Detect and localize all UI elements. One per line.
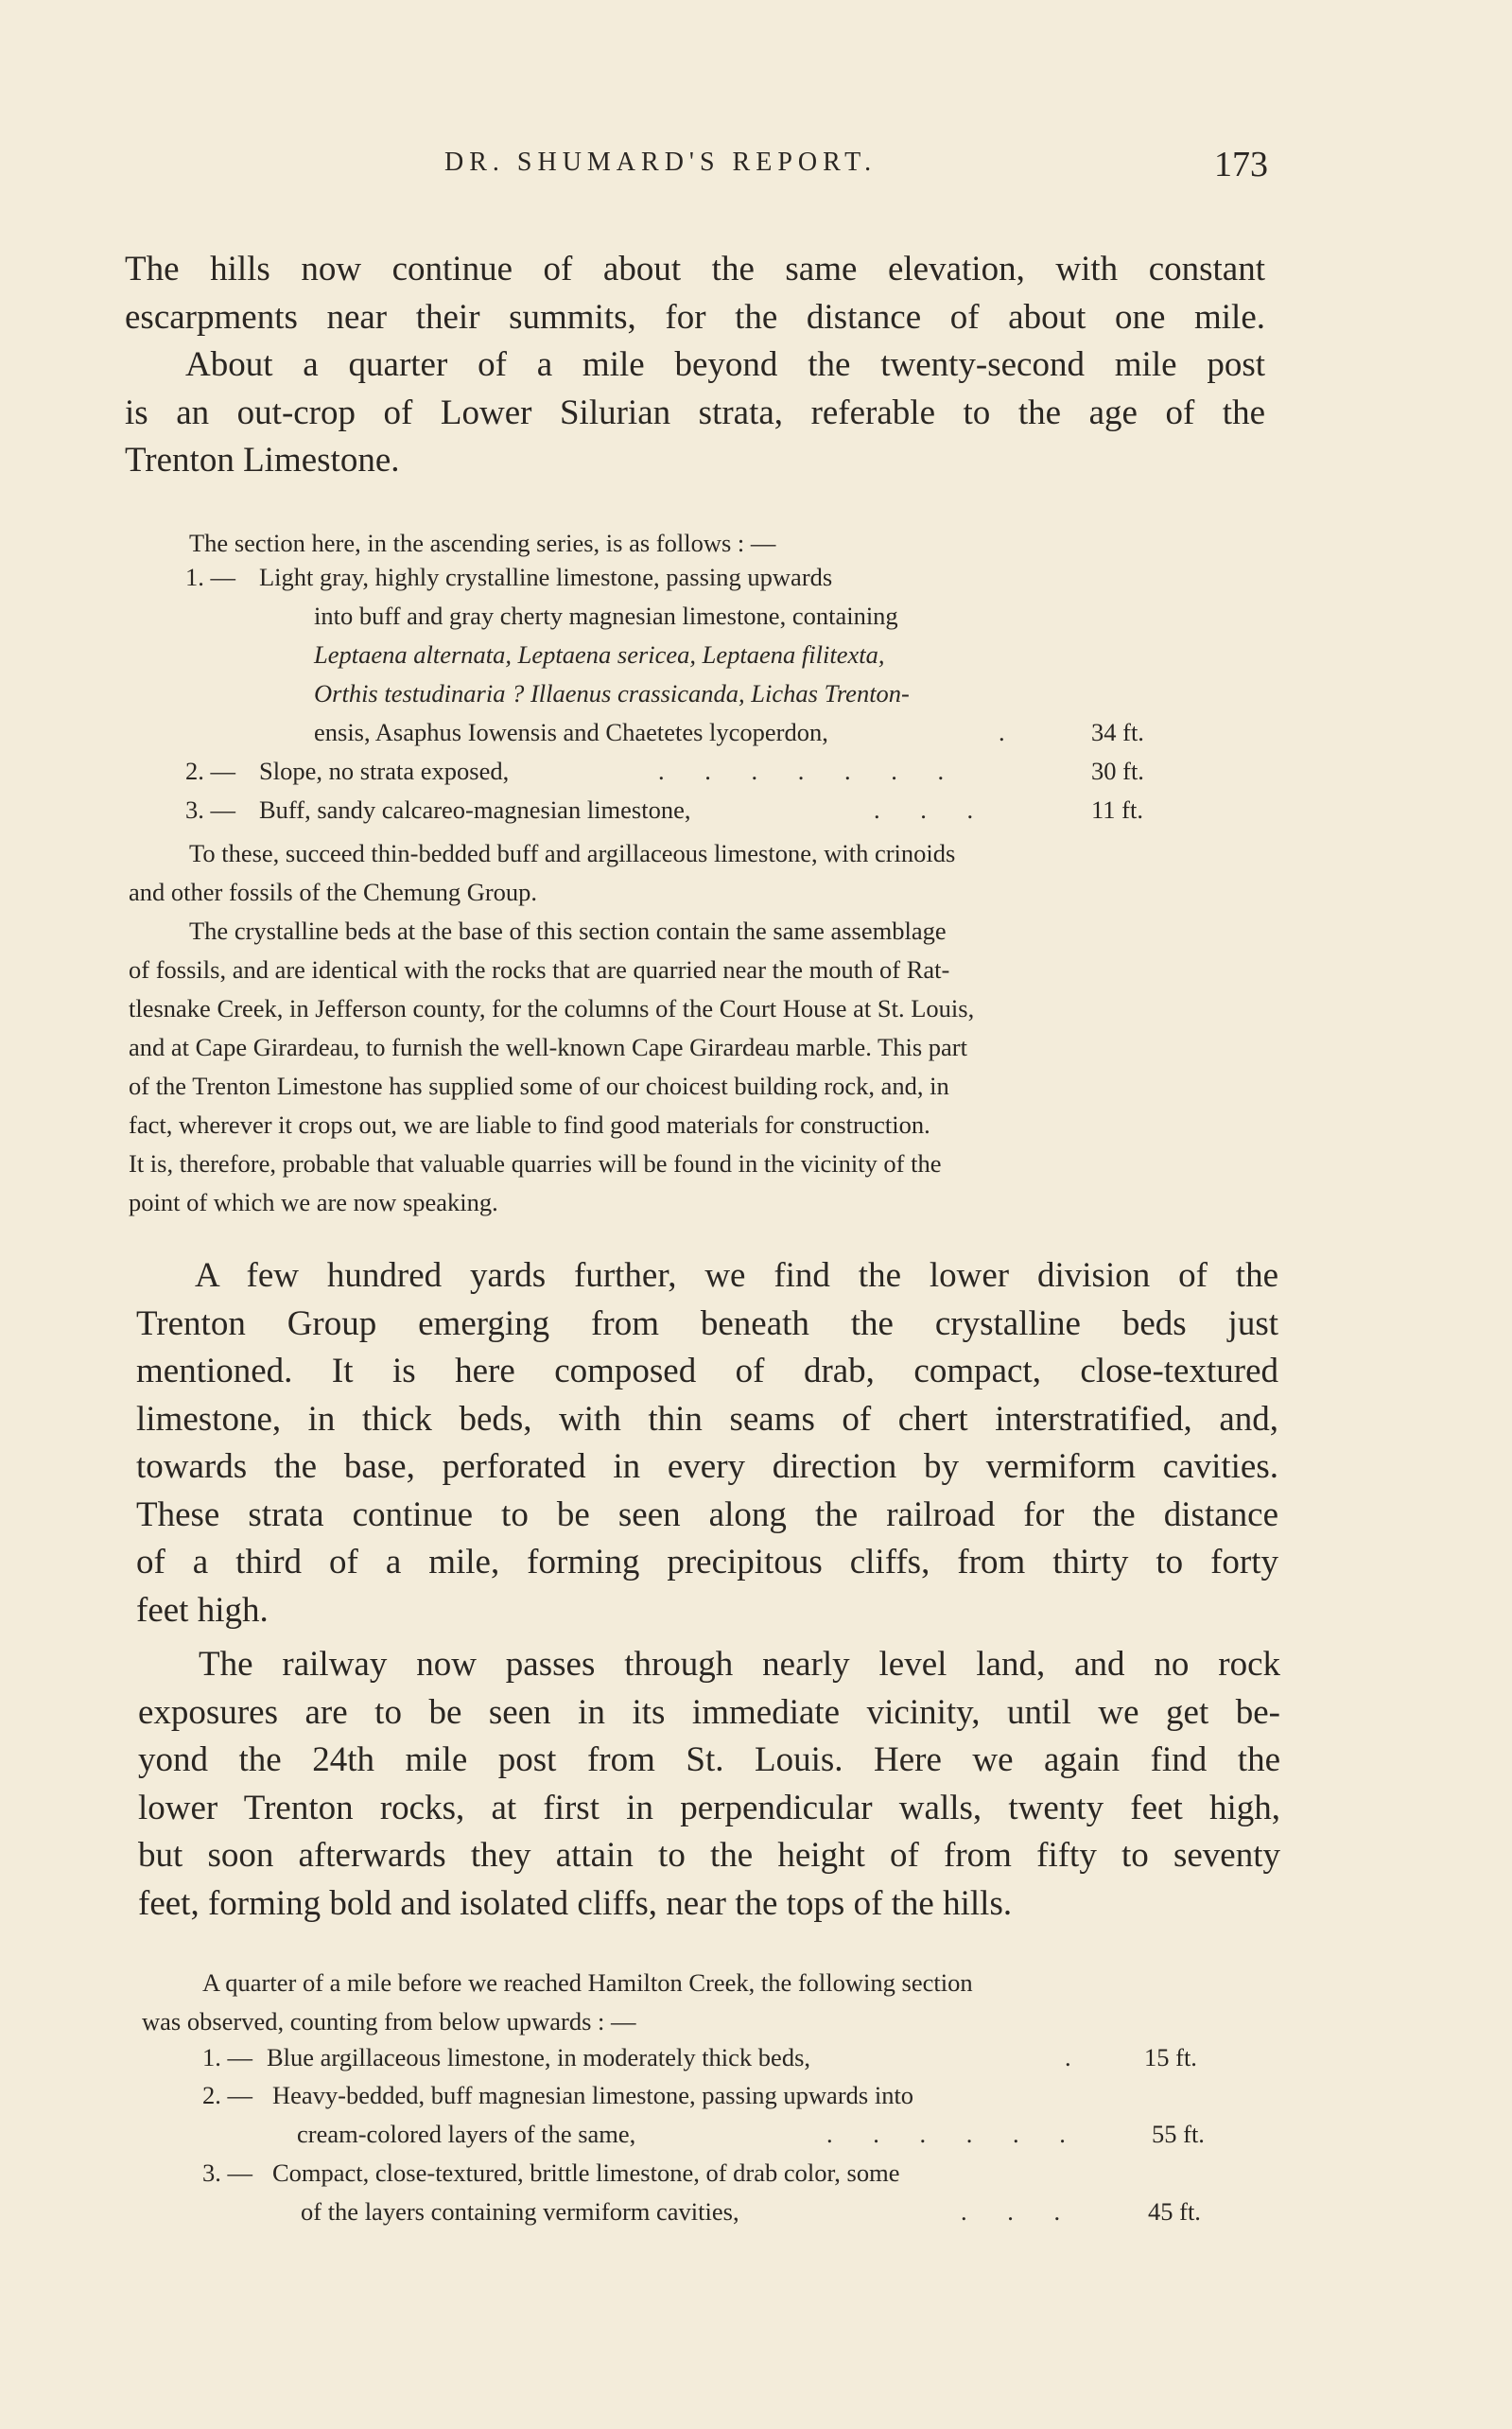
text-line: It is, therefore, probable that valuable quarries will be found in the vicinity of the xyxy=(129,1149,942,1178)
leader-dots: . . . xyxy=(961,2197,1078,2226)
paragraph-3 xyxy=(138,1641,1280,1928)
text-line: into buff and gray cherty magnesian limestone, containing xyxy=(314,602,898,630)
item-number: 2. — xyxy=(185,757,235,785)
text-line: escarpments near their summits, for the distance of about one mile. xyxy=(125,297,1265,337)
section-1-intro xyxy=(189,524,775,563)
text-line: Trenton Limestone. xyxy=(125,441,400,480)
text-line: ensis, Asaphus Iowensis and Chaetetes lycoperdon, xyxy=(314,718,828,746)
text-line: Trenton Group emerging from beneath the crystalline beds just xyxy=(136,1303,1278,1343)
text-line: Slope, no strata exposed, xyxy=(259,757,510,785)
text-line: of fossils, and are identical with the rocks that are quarried near the mouth of Rat- xyxy=(129,955,950,984)
text-line: fact, wherever it crops out, we are liable to find good materials for construction. xyxy=(129,1110,930,1139)
text-line: of a third of a mile, forming precipitous cliffs, from thirty to forty xyxy=(136,1543,1278,1581)
text-line: tlesnake Creek, in Jefferson county, for the columns of the Court House at St. Louis, xyxy=(129,994,975,1022)
text-line: of the layers containing vermiform cavities, xyxy=(301,2197,739,2226)
running-head: DR. SHUMARD'S REPORT. xyxy=(444,148,878,177)
text-line: Blue argillaceous limestone, in moderately thick beds, xyxy=(267,2043,811,2071)
paragraph-1 xyxy=(125,246,1265,485)
page-header xyxy=(0,144,1512,191)
text-line: lower Trenton rocks, at first in perpendicular walls, twenty feet high, xyxy=(138,1788,1280,1827)
text-line: feet, forming bold and isolated cliffs, near the tops of the hills. xyxy=(138,1883,1013,1923)
text-line: and at Cape Girardeau, to furnish the well-known Cape Girardeau marble. This part xyxy=(129,1033,967,1061)
section-1-item-2 xyxy=(185,757,1178,795)
note-2 xyxy=(129,912,1275,1222)
measurement: 30 ft. xyxy=(1091,757,1144,785)
measurement: 15 ft. xyxy=(1144,2043,1197,2071)
text-line: These strata continue to be seen along the railroad for the distance xyxy=(136,1494,1278,1534)
leader-dots: . xyxy=(999,718,1022,746)
leader-dots: . xyxy=(1065,2043,1088,2071)
text-line: Light gray, highly crystalline limestone, passing upwards xyxy=(259,563,833,591)
text-line: The hills now continue of about the same elevation, with constant xyxy=(125,250,1265,288)
text-line: and other fossils of the Chemung Group. xyxy=(129,878,538,906)
text-line: Heavy-bedded, buff magnesian limestone, passing upwards into xyxy=(272,2081,914,2109)
text-line: Compact, close-textured, brittle limestone, of drab color, some xyxy=(272,2158,900,2187)
text-line: To these, succeed thin-bedded buff and argillaceous limestone, with crinoids xyxy=(189,839,956,867)
text-line: The railway now passes through nearly level land, and no rock xyxy=(199,1645,1280,1684)
paragraph-2 xyxy=(136,1252,1278,1634)
text-line: A few hundred yards further, we find the lower division of the xyxy=(195,1256,1278,1295)
item-number: 1. — xyxy=(185,563,235,591)
leader-dots: . . . xyxy=(874,795,991,824)
section-2-item-2 xyxy=(202,2081,1243,2158)
section-2-item-1 xyxy=(202,2043,1243,2081)
item-number: 2. — xyxy=(202,2081,252,2109)
item-number: 3. — xyxy=(202,2158,252,2187)
measurement: 45 ft. xyxy=(1148,2197,1201,2226)
item-number: 1. — xyxy=(202,2043,252,2071)
section-2-item-3 xyxy=(202,2158,1243,2236)
measurement: 34 ft. xyxy=(1091,718,1144,746)
text-line: feet high. xyxy=(136,1590,269,1630)
note-1 xyxy=(129,834,1275,912)
text-line: Orthis testudinaria ? Illaenus crassicanda, Lichas Trenton- xyxy=(314,679,910,708)
text-line: is an out-crop of Lower Silurian strata, referable to the age of the xyxy=(125,393,1265,432)
text-line: limestone, in thick beds, with thin seams of chert interstratified, and, xyxy=(136,1399,1278,1439)
text-line: yond the 24th mile post from St. Louis. Here we again find the xyxy=(138,1740,1280,1779)
text-line: of the Trenton Limestone has supplied some of our choicest building rock, and, in xyxy=(129,1072,949,1100)
text-line: point of which we are now speaking. xyxy=(129,1188,498,1216)
leader-dots: . . . . . . . xyxy=(658,757,962,785)
section-1-item-1 xyxy=(185,563,1178,761)
item-number: 3. — xyxy=(185,795,235,824)
text-line: cream-colored layers of the same, xyxy=(297,2120,636,2148)
page-number: 173 xyxy=(1214,145,1268,184)
text-line: The section here, in the ascending series, is as follows : — xyxy=(189,529,776,557)
text-line: but soon afterwards they attain to the height of from fifty to seventy xyxy=(138,1836,1280,1875)
measurement: 55 ft. xyxy=(1152,2120,1205,2148)
text-line: Buff, sandy calcareo-magnesian limestone, xyxy=(259,795,691,824)
text-line: About a quarter of a mile beyond the twenty-second mile post xyxy=(185,345,1265,384)
text-line: mentioned. It is here composed of drab, compact, close-textured xyxy=(136,1352,1278,1390)
measurement: 11 ft. xyxy=(1091,795,1143,824)
text-line: exposures are to be seen in its immediate vicinity, until we get be- xyxy=(138,1692,1280,1732)
text-line: A quarter of a mile before we reached Hamilton Creek, the following section xyxy=(202,1968,973,1997)
leader-dots: . . . . . . xyxy=(826,2120,1083,2148)
text-line: towards the base, perforated in every direction by vermiform cavities. xyxy=(136,1447,1278,1486)
section-2-intro xyxy=(142,1964,1288,2041)
text-line: The crystalline beds at the base of this section contain the same assemblage xyxy=(189,917,947,945)
text-line: Leptaena alternata, Leptaena sericea, Leptaena filitexta, xyxy=(314,640,885,669)
text-line: was observed, counting from below upwards : — xyxy=(142,2007,636,2036)
section-1-item-3 xyxy=(185,795,1178,833)
